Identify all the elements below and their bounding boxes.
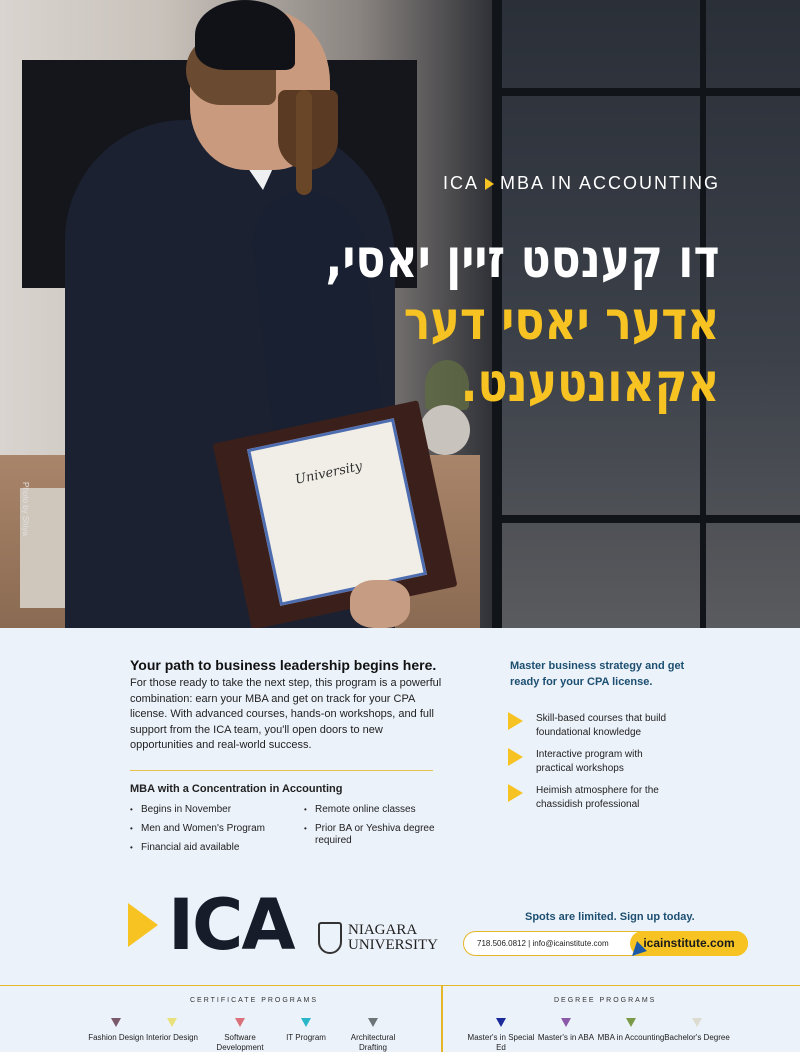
certificate-heading: CERTIFICATE PROGRAMS [190,997,319,1004]
list-item: • Prior BA or Yeshiva degree required [304,823,444,847]
niagara-name [348,923,438,953]
feature-text: Interactive program with practical workshops [536,749,643,774]
contact-info: 718.506.0812 | info@icainstitute.com [477,939,609,948]
window-frame [492,88,800,96]
eyebrow-ica: ICA [442,173,479,193]
crest-icon [318,922,342,954]
photo-credit: Photo by Shiya [21,482,30,536]
concentration-title: MBA with a Concentration in Accounting [130,783,343,795]
program-label: Master's in ABA [537,1033,595,1042]
concentration-list-1 [130,804,270,861]
headline-line-3: אקאונטענט. [461,351,720,414]
triangle-marker-icon [561,1018,571,1027]
certificate-program-item[interactable] [205,1018,275,1052]
degree-program-item[interactable] [662,1018,732,1043]
program-label: Master's in Special Ed [467,1033,535,1052]
feature-item [508,712,678,740]
ica-triangle-icon [128,903,158,947]
window-frame [492,515,800,523]
certificate-program-item[interactable] [137,1018,207,1043]
ica-logo-text: ICA [168,884,294,966]
program-label: Bachelor's Degree [664,1033,730,1042]
headline-line-1: דו קענסט זיין יאסי, [325,227,720,290]
headline-line-2: אדער יאסי דער [404,289,720,352]
play-triangle-icon [485,178,494,190]
degree-program-item[interactable] [531,1018,601,1043]
feature-item [508,784,678,812]
intro-text: For those ready to take the next step, this program is a powerful combination: earn your MBA and get on track for your CPA license. With advanced courses, hands-on workshops, and full support from the ICA team, you'll open doors to new opportunities and real-world success. [130,677,442,751]
divider [130,770,433,771]
niagara-line-1: NIAGARA [348,922,418,938]
triangle-marker-icon [368,1018,378,1027]
triangle-bullet-icon [508,712,523,730]
man-peyos [296,90,312,195]
list-item: • Remote online classes [304,804,444,816]
triangle-marker-icon [626,1018,636,1027]
cta-text: Spots are limited. Sign up today. [525,911,695,923]
feature-text: Heimish atmosphere for the chassidish professional [536,785,659,810]
hand [350,580,410,628]
diploma-text: University [293,458,364,488]
program-label: Software Development [216,1033,264,1052]
eyebrow [443,173,720,194]
list-item: • Men and Women's Program [130,823,270,835]
niagara-line-2: UNIVERSITY [348,937,438,953]
triangle-marker-icon [235,1018,245,1027]
triangle-marker-icon [496,1018,506,1027]
feature-item [508,748,678,776]
program-label: Architectural Drafting [350,1033,396,1052]
program-label: MBA in Accounting [597,1033,665,1042]
degree-program-item[interactable] [596,1018,666,1043]
list-item: • Financial aid available [130,842,270,854]
concentration-list-2 [304,804,444,854]
ica-logo [128,884,294,966]
degree-program-item[interactable] [466,1018,536,1052]
certificate-program-item[interactable] [338,1018,408,1052]
program-label: Interior Design [145,1033,199,1042]
website-link[interactable]: icainstitute.com [630,931,748,956]
triangle-bullet-icon [508,748,523,766]
headline [326,228,720,414]
intro-title: Your path to business leadership begins here. [130,657,437,673]
feature-text: Skill-based courses that build foundational knowledge [536,713,667,738]
feature-list [508,712,678,820]
certificate-program-item[interactable] [271,1018,341,1043]
triangle-marker-icon [167,1018,177,1027]
contact-pill [463,931,748,956]
side-title: Master business strategy and get ready for your CPA license. [510,660,685,688]
triangle-marker-icon [301,1018,311,1027]
niagara-logo [318,922,438,954]
footer-divider [441,985,443,1052]
eyebrow-program: MBA IN ACCOUNTING [499,173,720,193]
list-item: • Begins in November [130,804,270,816]
triangle-marker-icon [692,1018,702,1027]
kippah [195,0,295,70]
program-label: Fashion Design [88,1033,144,1042]
triangle-bullet-icon [508,784,523,802]
program-label: IT Program [286,1033,326,1042]
triangle-marker-icon [111,1018,121,1027]
degree-heading: DEGREE PROGRAMS [554,997,657,1004]
